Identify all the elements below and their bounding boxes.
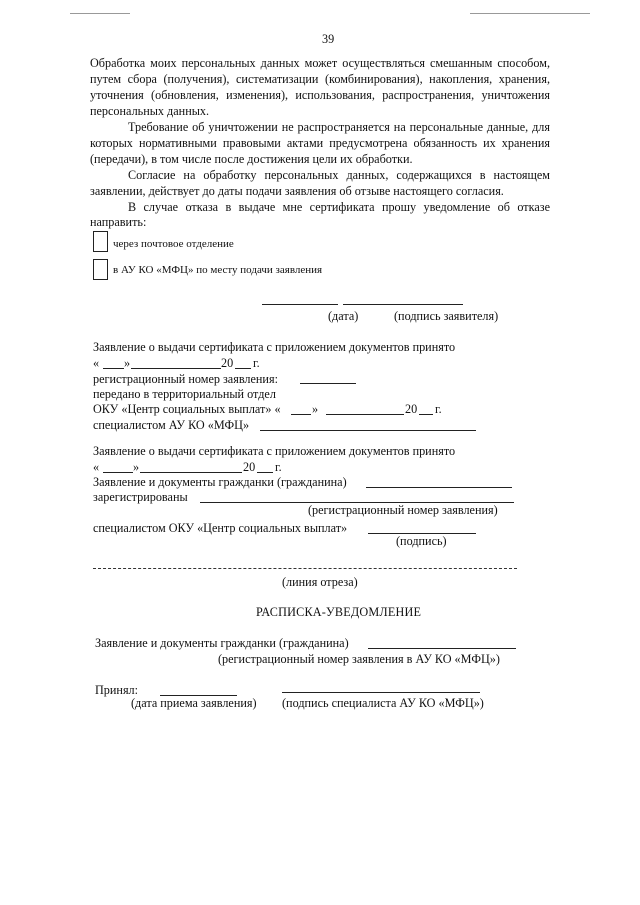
block2-regnum-caption: (регистрационный номер заявления) (308, 503, 498, 517)
block2-year-prefix: 20 (243, 460, 256, 474)
block1-oku-year-suffix: г. (435, 402, 442, 416)
block2-quote-close: » (133, 460, 140, 474)
consent-p3-line1: Согласие на обработку персональных данных, содержащихся в настоящем (128, 168, 550, 182)
block1-specialist-label: специалистом АУ КО «МФЦ» (93, 418, 250, 432)
consent-p1-line3: уточнения (обновления, изменения), использования, распространения, уничтожения (90, 88, 550, 102)
block1-day-line (103, 368, 124, 369)
block1-oku-label: ОКУ «Центр социальных выплат» « (93, 402, 281, 416)
applicant-signature-caption: (подпись заявителя) (394, 309, 499, 323)
receipt-regnum-line (368, 648, 516, 649)
mfc-checkbox[interactable] (93, 259, 108, 280)
block1-oku-day-line (291, 414, 311, 415)
receipt-regnum-caption: (регистрационный номер заявления в АУ КО «МФЦ») (218, 652, 500, 666)
cut-line (93, 568, 517, 569)
consent-p2-line3: (передачи), в том числе после достижения цели их обработки. (90, 152, 413, 166)
block1-regnum-line (300, 383, 356, 384)
block2-day-line (103, 472, 133, 473)
block2-specialist-label: специалистом ОКУ «Центр социальных выплат» (93, 521, 348, 535)
block2-year-suffix: г. (275, 460, 282, 474)
consent-p2-line1: Требование об уничтожении не распространяется на персональные данные, для (128, 120, 550, 134)
receipt-title: РАСПИСКА-УВЕДОМЛЕНИЕ (256, 605, 422, 619)
top-rule-left (70, 13, 130, 14)
consent-p4-line1: В случае отказа в выдаче мне сертификата прошу уведомление об отказе (128, 200, 550, 214)
block1-month-line (131, 368, 221, 369)
signature-line (343, 304, 463, 305)
block1-quote-close: » (124, 356, 131, 370)
post-office-label: через почтовое отделение (113, 238, 234, 250)
consent-p2-line2: которых нормативными правовыми актами предусмотрена обязанность их хранения (90, 136, 550, 150)
block2-registered-label: зарегистрированы (93, 490, 188, 504)
consent-p4-line2: направить: (90, 215, 147, 229)
consent-p1-line2: путем сбора (получения), систематизации (комбинирования), накопления, хранения, (90, 72, 550, 86)
block1-oku-year-prefix: 20 (405, 402, 418, 416)
block2-quote-open: « (93, 460, 100, 474)
consent-p1-line4: персональных данных. (90, 104, 210, 118)
block1-transferred: передано в территориальный отдел (93, 387, 276, 401)
block1-regnum-label: регистрационный номер заявления: (93, 372, 278, 386)
block1-oku-year-line (419, 414, 433, 415)
block1-specialist-line (260, 430, 476, 431)
block1-year-prefix: 20 (221, 356, 234, 370)
block2-year-line (257, 472, 273, 473)
mfc-label: в АУ КО «МФЦ» по месту подачи заявления (113, 264, 323, 276)
block1-year-line (235, 368, 251, 369)
block1-oku-month-line (326, 414, 404, 415)
cut-line-caption: (линия отреза) (282, 575, 358, 589)
receipt-accepted-label: Принял: (95, 683, 139, 697)
block2-accepted: Заявление о выдачи сертификата с приложением документов принято (93, 444, 456, 458)
block1-oku-quote-close: » (312, 402, 319, 416)
receipt-documents-label: Заявление и документы гражданки (гражданина) (95, 636, 349, 650)
block2-month-line (140, 472, 242, 473)
page-number: 39 (322, 32, 335, 46)
block2-documents-label: Заявление и документы гражданки (гражданина) (93, 475, 347, 489)
date-caption: (дата) (328, 309, 359, 323)
consent-p1-line1: Обработка моих персональных данных может осуществляться смешанным способом, (90, 56, 550, 70)
block2-citizen-line (366, 487, 512, 488)
receipt-date-caption: (дата приема заявления) (131, 696, 257, 710)
date-line (262, 304, 338, 305)
block2-signature-caption: (подпись) (396, 534, 447, 548)
block1-quote-open: « (93, 356, 100, 370)
block1-year-suffix: г. (253, 356, 260, 370)
receipt-signature-caption: (подпись специалиста АУ КО «МФЦ») (282, 696, 484, 710)
receipt-signature-line (282, 692, 480, 693)
block1-accepted: Заявление о выдачи сертификата с приложением документов принято (93, 340, 456, 354)
top-rule-right (470, 13, 590, 14)
consent-p3-line2: заявлении, действует до даты подачи заявления об отзыве настоящего согласия. (90, 184, 504, 198)
post-office-checkbox[interactable] (93, 231, 108, 252)
